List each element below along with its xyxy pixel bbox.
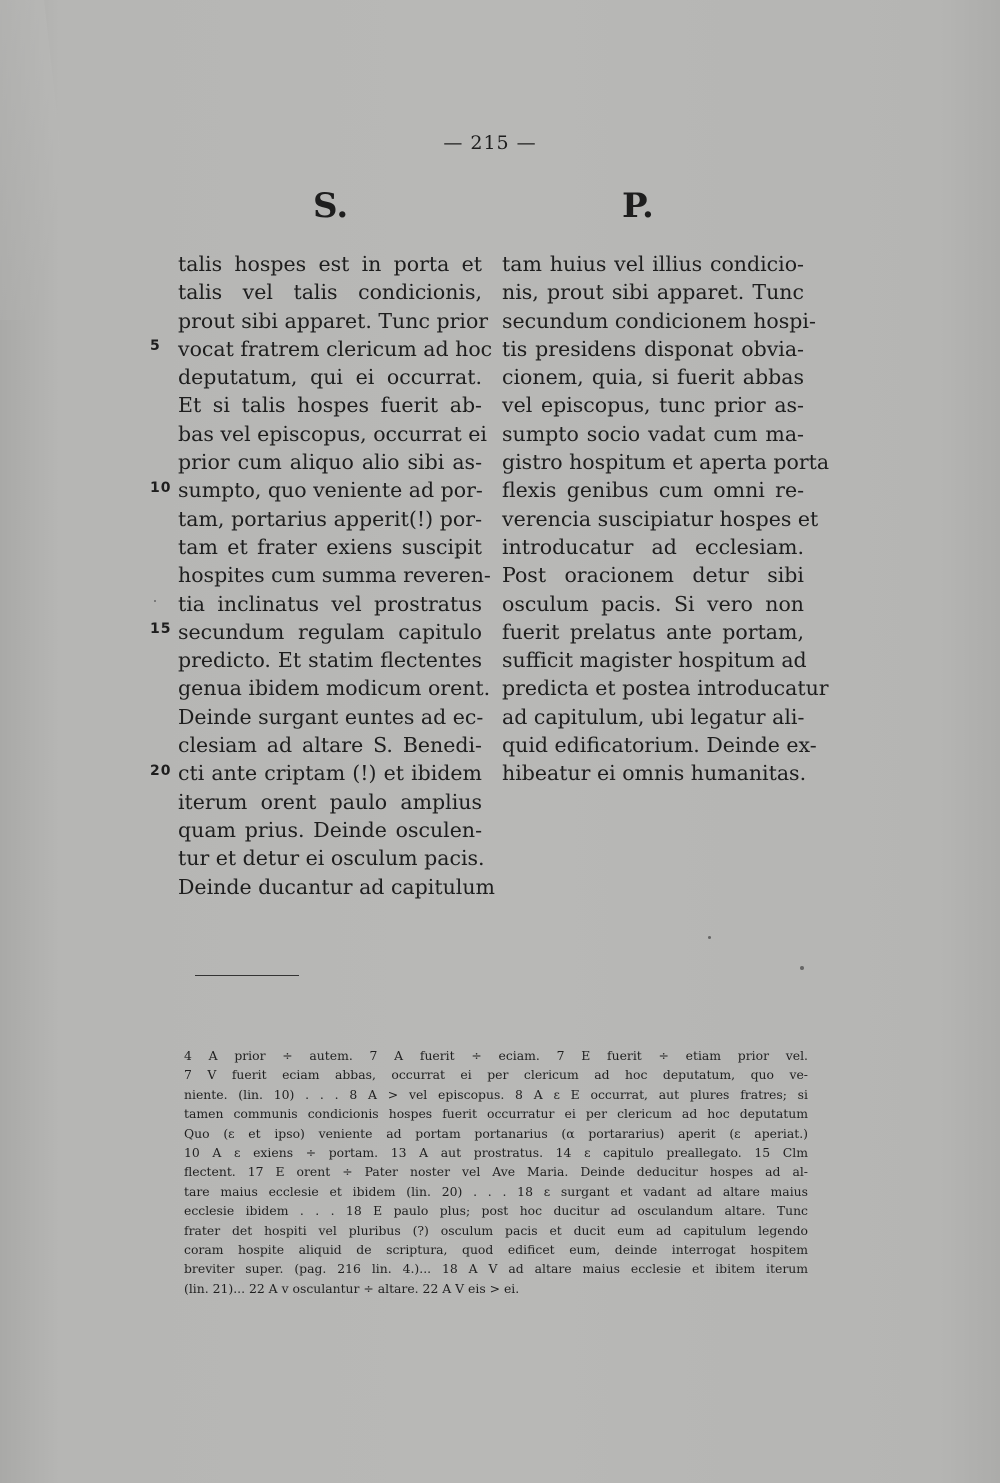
text-line: predicta et postea introducatur [502, 676, 829, 701]
footnote-line: flectent. 17 E orent ÷ Pater noster vel Ave Maria. Deinde deducitur hospes ad al- [184, 1164, 808, 1180]
footnote-line: 4 A prior ÷ autem. 7 A fuerit ÷ eciam. 7 E fuerit ÷ etiam prior vel. [184, 1048, 808, 1063]
text-line: tam et frater exiens suscipit [178, 534, 482, 559]
text-line: genua ibidem modicum orent. [178, 676, 491, 701]
paper-speck [708, 936, 711, 939]
text-line: flexis genibus cum omni re- [502, 478, 804, 503]
footnote-line: frater det hospiti vel pluribus (?) osculum pacis et ducit eum ad capitulum legendo [184, 1222, 808, 1238]
text-line: tam, portarius apperit(!) por- [178, 506, 482, 531]
text-line: gistro hospitum et aperta porta [502, 450, 830, 475]
footnote-line: 7 V fuerit eciam abbas, occurrat ei per clericum ad hoc deputatum, quo ve- [184, 1067, 808, 1083]
text-line: ad capitulum, ubi legatur ali- [502, 704, 805, 729]
text-line: Post oracionem detur sibi [502, 563, 804, 588]
text-line: hospites cum summa reveren- [178, 563, 491, 588]
paper-speck [154, 600, 156, 602]
text-line: talis hospes est in porta et [178, 252, 482, 276]
left-column-text [178, 250, 495, 901]
paper-edge-shading [0, 0, 80, 320]
text-line: prior cum aliquo alio sibi as- [178, 450, 482, 475]
footnotes [184, 1046, 808, 1298]
footnote-separator [195, 975, 299, 976]
footnote-line: 10 A ε exiens ÷ portam. 13 A aut prostratus. 14 ε capitulo preallegato. 15 Clm [184, 1145, 808, 1161]
text-line: Deinde surgant euntes ad ec- [178, 704, 484, 729]
text-line: predicto. Et statim flectentes [178, 648, 482, 673]
text-line: tam huius vel illius condicio- [502, 252, 804, 276]
right-column-heading: P. [622, 186, 654, 226]
text-line: nis, prout sibi apparet. Tunc [502, 280, 804, 305]
line-number-10: 10 [150, 480, 172, 496]
text-line: vocat fratrem clericum ad hoc [178, 336, 493, 361]
text-line: secundum regulam capitulo [178, 619, 482, 644]
text-line: clesiam ad altare S. Benedi- [178, 733, 482, 758]
footnote-line: (lin. 21)... 22 A v osculantur ÷ altare. 22 A V eis > ei. [184, 1280, 520, 1296]
line-number-15: 15 [150, 621, 172, 637]
footnote-line: niente. (lin. 10) . . . 8 A > vel episcopus. 8 A ε E occurrat, aut plures fratres; si [184, 1086, 808, 1102]
text-line: tia inclinatus vel prostratus [178, 591, 482, 616]
text-line: secundum condicionem hospi- [502, 308, 816, 333]
text-line: tur et detur ei osculum pacis. [178, 846, 485, 871]
text-line: introducatur ad ecclesiam. [502, 534, 804, 559]
text-line: bas vel episcopus, occurrat ei [178, 421, 487, 446]
footnote-line: Quo (ε et ipso) veniente ad portam portanarius (α portararius) aperit (ε aperiat.) [184, 1125, 808, 1141]
text-line: sumpto socio vadat cum ma- [502, 421, 804, 446]
footnote-line: coram hospite aliquid de scriptura, quod edificet eum, deinde interrogat hospitem [184, 1242, 808, 1258]
text-line: sumpto, quo veniente ad por- [178, 478, 483, 503]
text-line: sufficit magister hospitum ad [502, 648, 807, 673]
text-line: iterum orent paulo amplius [178, 789, 482, 814]
text-line: tis presidens disponat obvia- [502, 336, 804, 361]
text-line: deputatum, qui ei occurrat. [178, 365, 482, 390]
text-line: Et si talis hospes fuerit ab- [178, 393, 482, 418]
text-line: cionem, quia, si fuerit abbas [502, 365, 804, 390]
text-line: prout sibi apparet. Tunc prior [178, 308, 489, 333]
text-line: vel episcopus, tunc prior as- [502, 393, 804, 418]
text-line: Deinde ducantur ad capitulum [178, 874, 495, 899]
text-line: hibeatur ei omnis humanitas. [502, 761, 807, 786]
line-number-20: 20 [150, 763, 172, 779]
text-line: quid edificatorium. Deinde ex- [502, 733, 817, 758]
footnote-line: ecclesie ibidem . . . 18 E paulo plus; post hoc ducitur ad osculandum altare. Tunc [184, 1203, 808, 1219]
paper-speck [800, 966, 804, 970]
page-number: — 215 — [443, 132, 537, 154]
left-column-heading: S. [313, 186, 349, 226]
footnote-line: breviter super. (pag. 216 lin. 4.)... 18 A V ad altare maius ecclesie et ibitem iterum [184, 1261, 808, 1277]
footnote-line: tare maius ecclesie et ibidem (lin. 20) . . . 18 ε surgant et vadant ad altare maius [184, 1183, 808, 1199]
text-line: osculum pacis. Si vero non [502, 591, 804, 616]
text-line: talis vel talis condicionis, [178, 280, 482, 305]
line-number-5: 5 [150, 338, 161, 354]
text-line: fuerit prelatus ante portam, [502, 619, 804, 644]
footnote-line: tamen communis condicionis hospes fuerit occurratur ei per clericum ad hoc deputatum [184, 1106, 808, 1122]
text-line: quam prius. Deinde osculen- [178, 817, 482, 842]
text-line: verencia suscipiatur hospes et [502, 506, 819, 531]
text-line: cti ante criptam (!) et ibidem [178, 761, 482, 786]
right-column-text [502, 250, 830, 788]
